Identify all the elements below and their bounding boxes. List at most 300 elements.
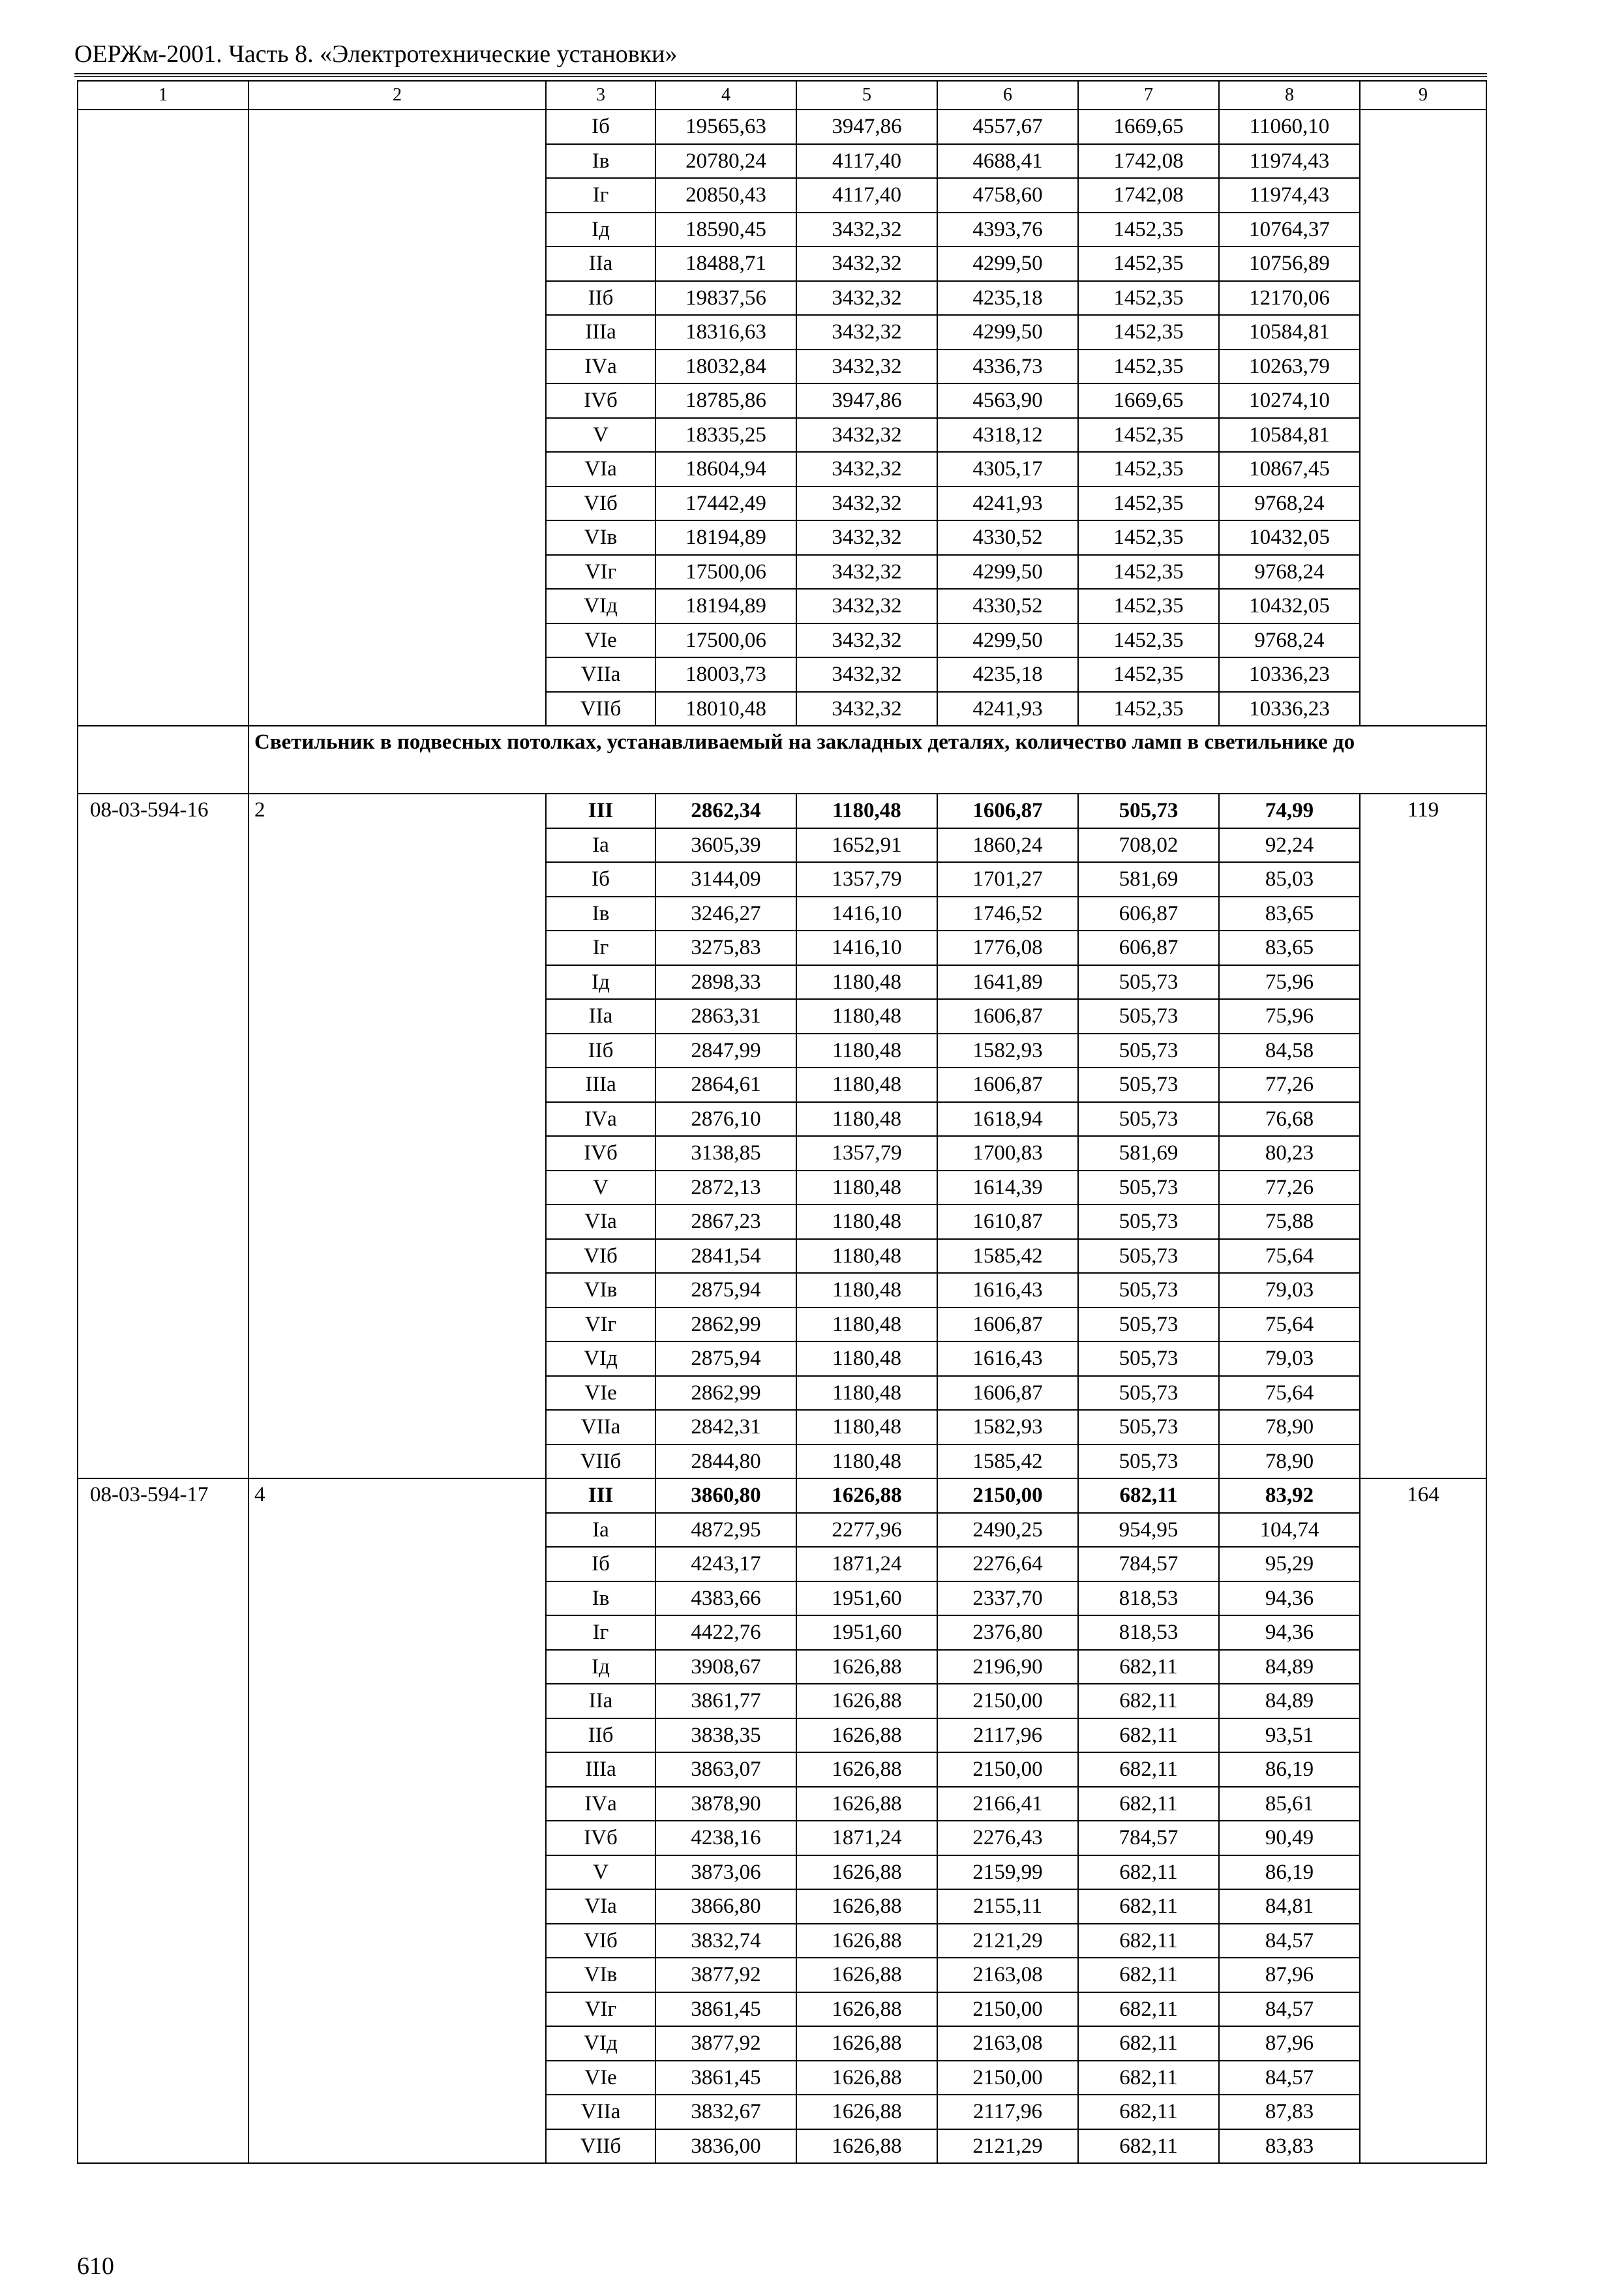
value-cell: 75,96 bbox=[1219, 999, 1360, 1034]
zone-cell: Iд bbox=[546, 213, 655, 247]
value-cell: 10432,05 bbox=[1219, 589, 1360, 623]
value-cell: 2875,94 bbox=[655, 1273, 796, 1308]
value-cell: 2150,00 bbox=[937, 1684, 1078, 1718]
value-cell: 505,73 bbox=[1078, 999, 1219, 1034]
value-cell: 505,73 bbox=[1078, 1171, 1219, 1205]
value-cell: 94,36 bbox=[1219, 1615, 1360, 1650]
value-cell: 1626,88 bbox=[796, 2061, 937, 2095]
value-cell: 1626,88 bbox=[796, 1855, 937, 1890]
col9-cell: 119 bbox=[1360, 794, 1486, 1478]
code-cell: 08-03-594-17 bbox=[78, 1478, 248, 2163]
value-cell: 682,11 bbox=[1078, 1650, 1219, 1684]
value-cell: 10432,05 bbox=[1219, 520, 1360, 555]
value-cell: 2117,96 bbox=[937, 1718, 1078, 1753]
value-cell: 1606,87 bbox=[937, 1068, 1078, 1102]
value-cell: 79,03 bbox=[1219, 1341, 1360, 1376]
value-cell: 1614,39 bbox=[937, 1171, 1078, 1205]
value-cell: 3832,74 bbox=[655, 1924, 796, 1958]
value-cell: 1669,65 bbox=[1078, 110, 1219, 144]
zone-cell: VIе bbox=[546, 2061, 655, 2095]
column-number: 7 bbox=[1078, 81, 1219, 110]
value-cell: 4235,18 bbox=[937, 281, 1078, 316]
value-cell: 1606,87 bbox=[937, 1376, 1078, 1411]
value-cell: 784,57 bbox=[1078, 1547, 1219, 1581]
value-cell: 9768,24 bbox=[1219, 623, 1360, 658]
value-cell: 4117,40 bbox=[796, 144, 937, 179]
zone-cell: Iг bbox=[546, 178, 655, 213]
value-cell: 505,73 bbox=[1078, 965, 1219, 1000]
value-cell: 3605,39 bbox=[655, 828, 796, 863]
value-cell: 954,95 bbox=[1078, 1513, 1219, 1548]
value-cell: 18335,25 bbox=[655, 418, 796, 453]
value-cell: 3144,09 bbox=[655, 862, 796, 897]
zone-cell: V bbox=[546, 1855, 655, 1890]
value-cell: 11974,43 bbox=[1219, 144, 1360, 179]
value-cell: 1585,42 bbox=[937, 1239, 1078, 1274]
value-cell: 3432,32 bbox=[796, 247, 937, 281]
value-cell: 75,96 bbox=[1219, 965, 1360, 1000]
column-number: 2 bbox=[248, 81, 546, 110]
value-cell: 11060,10 bbox=[1219, 110, 1360, 144]
value-cell: 1180,48 bbox=[796, 999, 937, 1034]
value-cell: 17500,06 bbox=[655, 623, 796, 658]
value-cell: 1582,93 bbox=[937, 1034, 1078, 1068]
value-cell: 505,73 bbox=[1078, 1376, 1219, 1411]
page-number: 610 bbox=[77, 2252, 114, 2280]
value-cell: 4299,50 bbox=[937, 247, 1078, 281]
value-cell: 1626,88 bbox=[796, 1650, 937, 1684]
value-cell: 2842,31 bbox=[655, 1410, 796, 1444]
value-cell: 1626,88 bbox=[796, 1478, 937, 1513]
value-cell: 1180,48 bbox=[796, 1102, 937, 1137]
code-cell: 08-03-594-16 bbox=[78, 794, 248, 1478]
value-cell: 2277,96 bbox=[796, 1513, 937, 1548]
value-cell: 84,57 bbox=[1219, 2061, 1360, 2095]
value-cell: 1180,48 bbox=[796, 1273, 937, 1308]
value-cell: 2862,99 bbox=[655, 1376, 796, 1411]
value-cell: 784,57 bbox=[1078, 1821, 1219, 1855]
zone-cell: VIб bbox=[546, 1924, 655, 1958]
value-cell: 83,83 bbox=[1219, 2129, 1360, 2164]
value-cell: 1669,65 bbox=[1078, 383, 1219, 418]
value-cell: 86,19 bbox=[1219, 1752, 1360, 1787]
value-cell: 1626,88 bbox=[796, 1958, 937, 1992]
value-cell: 1180,48 bbox=[796, 794, 937, 828]
zone-cell: VIIа bbox=[546, 1410, 655, 1444]
value-cell: 1452,35 bbox=[1078, 247, 1219, 281]
section-row bbox=[78, 726, 1486, 794]
col9-cell bbox=[1360, 110, 1486, 726]
value-cell: 84,58 bbox=[1219, 1034, 1360, 1068]
value-cell: 1180,48 bbox=[796, 1068, 937, 1102]
value-cell: 4241,93 bbox=[937, 486, 1078, 521]
value-cell: 3861,45 bbox=[655, 1992, 796, 2027]
value-cell: 3246,27 bbox=[655, 897, 796, 931]
zone-cell: VIг bbox=[546, 1308, 655, 1342]
value-cell: 1452,35 bbox=[1078, 657, 1219, 692]
title-rule bbox=[74, 73, 1487, 74]
value-cell: 11974,43 bbox=[1219, 178, 1360, 213]
value-cell: 3908,67 bbox=[655, 1650, 796, 1684]
value-cell: 1180,48 bbox=[796, 1308, 937, 1342]
value-cell: 95,29 bbox=[1219, 1547, 1360, 1581]
value-cell: 606,87 bbox=[1078, 897, 1219, 931]
value-cell: 10263,79 bbox=[1219, 350, 1360, 384]
value-cell: 3432,32 bbox=[796, 315, 937, 350]
value-cell: 3866,80 bbox=[655, 1889, 796, 1924]
value-cell: 1452,35 bbox=[1078, 213, 1219, 247]
value-cell: 9768,24 bbox=[1219, 486, 1360, 521]
zone-cell: VIв bbox=[546, 520, 655, 555]
value-cell: 1416,10 bbox=[796, 897, 937, 931]
value-cell: 3863,07 bbox=[655, 1752, 796, 1787]
value-cell: 17442,49 bbox=[655, 486, 796, 521]
value-cell: 18032,84 bbox=[655, 350, 796, 384]
value-cell: 2159,99 bbox=[937, 1855, 1078, 1890]
value-cell: 1452,35 bbox=[1078, 315, 1219, 350]
value-cell: 17500,06 bbox=[655, 555, 796, 590]
value-cell: 2864,61 bbox=[655, 1068, 796, 1102]
value-cell: 2337,70 bbox=[937, 1581, 1078, 1616]
value-cell: 2847,99 bbox=[655, 1034, 796, 1068]
zone-cell: IIб bbox=[546, 1718, 655, 1753]
zone-cell: IVа bbox=[546, 1787, 655, 1821]
zone-cell: VIд bbox=[546, 2026, 655, 2061]
value-cell: 84,57 bbox=[1219, 1924, 1360, 1958]
value-cell: 2166,41 bbox=[937, 1787, 1078, 1821]
value-cell: 1585,42 bbox=[937, 1444, 1078, 1479]
value-cell: 2150,00 bbox=[937, 1478, 1078, 1513]
value-cell: 90,49 bbox=[1219, 1821, 1360, 1855]
value-cell: 2163,08 bbox=[937, 2026, 1078, 2061]
value-cell: 2490,25 bbox=[937, 1513, 1078, 1548]
value-cell: 1452,35 bbox=[1078, 623, 1219, 658]
value-cell: 606,87 bbox=[1078, 931, 1219, 965]
value-cell: 3275,83 bbox=[655, 931, 796, 965]
zone-cell: VIа bbox=[546, 1889, 655, 1924]
value-cell: 1616,43 bbox=[937, 1273, 1078, 1308]
value-cell: 18194,89 bbox=[655, 520, 796, 555]
zone-cell: VIв bbox=[546, 1958, 655, 1992]
zone-cell: IIб bbox=[546, 281, 655, 316]
rates-table bbox=[77, 80, 1487, 2164]
value-cell: 4383,66 bbox=[655, 1581, 796, 1616]
zone-cell: VIб bbox=[546, 1239, 655, 1274]
section-empty-cell bbox=[78, 726, 248, 794]
table-body bbox=[78, 81, 1486, 2163]
value-cell: 18488,71 bbox=[655, 247, 796, 281]
value-cell: 84,89 bbox=[1219, 1650, 1360, 1684]
param-cell: 4 bbox=[248, 1478, 546, 2163]
value-cell: 2875,94 bbox=[655, 1341, 796, 1376]
value-cell: 2844,80 bbox=[655, 1444, 796, 1479]
value-cell: 3432,32 bbox=[796, 555, 937, 590]
zone-cell: Iа bbox=[546, 828, 655, 863]
value-cell: 2150,00 bbox=[937, 1992, 1078, 2027]
value-cell: 818,53 bbox=[1078, 1615, 1219, 1650]
value-cell: 505,73 bbox=[1078, 1239, 1219, 1274]
value-cell: 80,23 bbox=[1219, 1136, 1360, 1171]
value-cell: 1860,24 bbox=[937, 828, 1078, 863]
value-cell: 505,73 bbox=[1078, 1410, 1219, 1444]
value-cell: 2898,33 bbox=[655, 965, 796, 1000]
column-number: 3 bbox=[546, 81, 655, 110]
zone-cell: VIб bbox=[546, 486, 655, 521]
value-cell: 1357,79 bbox=[796, 1136, 937, 1171]
value-cell: 2841,54 bbox=[655, 1239, 796, 1274]
value-cell: 2117,96 bbox=[937, 2095, 1078, 2129]
value-cell: 682,11 bbox=[1078, 1787, 1219, 1821]
zone-cell: IIб bbox=[546, 1034, 655, 1068]
value-cell: 1701,27 bbox=[937, 862, 1078, 897]
zone-cell: III bbox=[546, 1478, 655, 1513]
table-row bbox=[78, 794, 1486, 828]
value-cell: 1626,88 bbox=[796, 2129, 937, 2164]
value-cell: 104,74 bbox=[1219, 1513, 1360, 1548]
value-cell: 3832,67 bbox=[655, 2095, 796, 2129]
value-cell: 2276,43 bbox=[937, 1821, 1078, 1855]
value-cell: 2121,29 bbox=[937, 2129, 1078, 2164]
value-cell: 10867,45 bbox=[1219, 452, 1360, 486]
value-cell: 10274,10 bbox=[1219, 383, 1360, 418]
value-cell: 4758,60 bbox=[937, 178, 1078, 213]
value-cell: 3861,45 bbox=[655, 2061, 796, 2095]
value-cell: 682,11 bbox=[1078, 1889, 1219, 1924]
value-cell: 682,11 bbox=[1078, 1478, 1219, 1513]
value-cell: 2862,34 bbox=[655, 794, 796, 828]
zone-cell: VIIа bbox=[546, 2095, 655, 2129]
value-cell: 2276,64 bbox=[937, 1547, 1078, 1581]
value-cell: 87,96 bbox=[1219, 1958, 1360, 1992]
value-cell: 4563,90 bbox=[937, 383, 1078, 418]
value-cell: 85,61 bbox=[1219, 1787, 1360, 1821]
value-cell: 10336,23 bbox=[1219, 657, 1360, 692]
value-cell: 2876,10 bbox=[655, 1102, 796, 1137]
value-cell: 1742,08 bbox=[1078, 178, 1219, 213]
value-cell: 3138,85 bbox=[655, 1136, 796, 1171]
value-cell: 1626,88 bbox=[796, 1889, 937, 1924]
zone-cell: IIIа bbox=[546, 1752, 655, 1787]
value-cell: 4557,67 bbox=[937, 110, 1078, 144]
value-cell: 1606,87 bbox=[937, 999, 1078, 1034]
value-cell: 3947,86 bbox=[796, 110, 937, 144]
value-cell: 1452,35 bbox=[1078, 555, 1219, 590]
value-cell: 1742,08 bbox=[1078, 144, 1219, 179]
value-cell: 84,81 bbox=[1219, 1889, 1360, 1924]
value-cell: 4238,16 bbox=[655, 1821, 796, 1855]
value-cell: 1626,88 bbox=[796, 1684, 937, 1718]
value-cell: 4235,18 bbox=[937, 657, 1078, 692]
value-cell: 1951,60 bbox=[796, 1615, 937, 1650]
value-cell: 1700,83 bbox=[937, 1136, 1078, 1171]
zone-cell: IVа bbox=[546, 350, 655, 384]
table-row bbox=[78, 110, 1486, 144]
value-cell: 1606,87 bbox=[937, 1308, 1078, 1342]
zone-cell: Iв bbox=[546, 1581, 655, 1616]
value-cell: 1776,08 bbox=[937, 931, 1078, 965]
value-cell: 682,11 bbox=[1078, 1924, 1219, 1958]
column-number: 6 bbox=[937, 81, 1078, 110]
value-cell: 3947,86 bbox=[796, 383, 937, 418]
value-cell: 1180,48 bbox=[796, 1239, 937, 1274]
value-cell: 1652,91 bbox=[796, 828, 937, 863]
value-cell: 3860,80 bbox=[655, 1478, 796, 1513]
value-cell: 84,57 bbox=[1219, 1992, 1360, 2027]
value-cell: 3432,32 bbox=[796, 350, 937, 384]
zone-cell: IIа bbox=[546, 247, 655, 281]
value-cell: 2196,90 bbox=[937, 1650, 1078, 1684]
value-cell: 85,03 bbox=[1219, 862, 1360, 897]
zone-cell: IVб bbox=[546, 1821, 655, 1855]
value-cell: 682,11 bbox=[1078, 1992, 1219, 2027]
value-cell: 3432,32 bbox=[796, 281, 937, 316]
value-cell: 4299,50 bbox=[937, 623, 1078, 658]
value-cell: 75,64 bbox=[1219, 1239, 1360, 1274]
zone-cell: IVб bbox=[546, 1136, 655, 1171]
value-cell: 505,73 bbox=[1078, 1308, 1219, 1342]
zone-cell: V bbox=[546, 1171, 655, 1205]
value-cell: 682,11 bbox=[1078, 2061, 1219, 2095]
value-cell: 1626,88 bbox=[796, 1787, 937, 1821]
value-cell: 581,69 bbox=[1078, 1136, 1219, 1171]
zone-cell: III bbox=[546, 794, 655, 828]
value-cell: 1626,88 bbox=[796, 1992, 937, 2027]
value-cell: 18316,63 bbox=[655, 315, 796, 350]
value-cell: 87,96 bbox=[1219, 2026, 1360, 2061]
param-cell bbox=[248, 110, 546, 726]
value-cell: 1626,88 bbox=[796, 1718, 937, 1753]
value-cell: 1452,35 bbox=[1078, 520, 1219, 555]
zone-cell: Iв bbox=[546, 144, 655, 179]
zone-cell: Iд bbox=[546, 1650, 655, 1684]
zone-cell: VIIб bbox=[546, 2129, 655, 2164]
document-title: ОЕРЖм-2001. Часть 8. «Электротехнические установки» bbox=[74, 40, 678, 68]
value-cell: 18003,73 bbox=[655, 657, 796, 692]
value-cell: 505,73 bbox=[1078, 1068, 1219, 1102]
value-cell: 4305,17 bbox=[937, 452, 1078, 486]
table-row bbox=[78, 1478, 1486, 1513]
zone-cell: Iг bbox=[546, 931, 655, 965]
value-cell: 83,65 bbox=[1219, 931, 1360, 965]
value-cell: 75,64 bbox=[1219, 1308, 1360, 1342]
value-cell: 10336,23 bbox=[1219, 692, 1360, 726]
value-cell: 12170,06 bbox=[1219, 281, 1360, 316]
value-cell: 4299,50 bbox=[937, 315, 1078, 350]
value-cell: 682,11 bbox=[1078, 1684, 1219, 1718]
value-cell: 94,36 bbox=[1219, 1581, 1360, 1616]
column-number: 9 bbox=[1360, 81, 1486, 110]
value-cell: 1180,48 bbox=[796, 1204, 937, 1239]
value-cell: 2376,80 bbox=[937, 1615, 1078, 1650]
value-cell: 1180,48 bbox=[796, 1410, 937, 1444]
zone-cell: VIд bbox=[546, 1341, 655, 1376]
value-cell: 3877,92 bbox=[655, 1958, 796, 1992]
column-number: 4 bbox=[655, 81, 796, 110]
value-cell: 3878,90 bbox=[655, 1787, 796, 1821]
zone-cell: VIIа bbox=[546, 657, 655, 692]
zone-cell: Iд bbox=[546, 965, 655, 1000]
value-cell: 505,73 bbox=[1078, 1444, 1219, 1479]
value-cell: 75,64 bbox=[1219, 1376, 1360, 1411]
column-number: 8 bbox=[1219, 81, 1360, 110]
value-cell: 1606,87 bbox=[937, 794, 1078, 828]
value-cell: 20780,24 bbox=[655, 144, 796, 179]
value-cell: 87,83 bbox=[1219, 2095, 1360, 2129]
value-cell: 1641,89 bbox=[937, 965, 1078, 1000]
value-cell: 4422,76 bbox=[655, 1615, 796, 1650]
value-cell: 92,24 bbox=[1219, 828, 1360, 863]
value-cell: 2121,29 bbox=[937, 1924, 1078, 1958]
value-cell: 1616,43 bbox=[937, 1341, 1078, 1376]
value-cell: 4117,40 bbox=[796, 178, 937, 213]
value-cell: 4688,41 bbox=[937, 144, 1078, 179]
param-cell: 2 bbox=[248, 794, 546, 1478]
value-cell: 10756,89 bbox=[1219, 247, 1360, 281]
value-cell: 4330,52 bbox=[937, 520, 1078, 555]
value-cell: 4336,73 bbox=[937, 350, 1078, 384]
zone-cell: IIа bbox=[546, 1684, 655, 1718]
value-cell: 1452,35 bbox=[1078, 281, 1219, 316]
value-cell: 4241,93 bbox=[937, 692, 1078, 726]
value-cell: 93,51 bbox=[1219, 1718, 1360, 1753]
value-cell: 818,53 bbox=[1078, 1581, 1219, 1616]
value-cell: 78,90 bbox=[1219, 1444, 1360, 1479]
value-cell: 581,69 bbox=[1078, 862, 1219, 897]
column-number: 5 bbox=[796, 81, 937, 110]
value-cell: 2155,11 bbox=[937, 1889, 1078, 1924]
value-cell: 1452,35 bbox=[1078, 418, 1219, 453]
value-cell: 1746,52 bbox=[937, 897, 1078, 931]
value-cell: 1626,88 bbox=[796, 1752, 937, 1787]
zone-cell: Iб bbox=[546, 1547, 655, 1581]
value-cell: 1180,48 bbox=[796, 1341, 937, 1376]
value-cell: 18785,86 bbox=[655, 383, 796, 418]
value-cell: 1357,79 bbox=[796, 862, 937, 897]
value-cell: 10584,81 bbox=[1219, 418, 1360, 453]
value-cell: 505,73 bbox=[1078, 1102, 1219, 1137]
value-cell: 84,89 bbox=[1219, 1684, 1360, 1718]
value-cell: 3432,32 bbox=[796, 520, 937, 555]
value-cell: 4318,12 bbox=[937, 418, 1078, 453]
value-cell: 1452,35 bbox=[1078, 486, 1219, 521]
value-cell: 86,19 bbox=[1219, 1855, 1360, 1890]
zone-cell: Iб bbox=[546, 110, 655, 144]
value-cell: 10764,37 bbox=[1219, 213, 1360, 247]
value-cell: 18604,94 bbox=[655, 452, 796, 486]
value-cell: 2150,00 bbox=[937, 1752, 1078, 1787]
value-cell: 76,68 bbox=[1219, 1102, 1360, 1137]
value-cell: 682,11 bbox=[1078, 1855, 1219, 1890]
value-cell: 1951,60 bbox=[796, 1581, 937, 1616]
value-cell: 83,65 bbox=[1219, 897, 1360, 931]
value-cell: 2872,13 bbox=[655, 1171, 796, 1205]
zone-cell: VIг bbox=[546, 1992, 655, 2027]
zone-cell: IIIа bbox=[546, 315, 655, 350]
value-cell: 4393,76 bbox=[937, 213, 1078, 247]
value-cell: 3432,32 bbox=[796, 452, 937, 486]
zone-cell: IVб bbox=[546, 383, 655, 418]
value-cell: 3432,32 bbox=[796, 692, 937, 726]
value-cell: 505,73 bbox=[1078, 1034, 1219, 1068]
value-cell: 3877,92 bbox=[655, 2026, 796, 2061]
value-cell: 74,99 bbox=[1219, 794, 1360, 828]
value-cell: 1180,48 bbox=[796, 1376, 937, 1411]
value-cell: 1180,48 bbox=[796, 965, 937, 1000]
value-cell: 3432,32 bbox=[796, 589, 937, 623]
value-cell: 2862,99 bbox=[655, 1308, 796, 1342]
value-cell: 3836,00 bbox=[655, 2129, 796, 2164]
value-cell: 3432,32 bbox=[796, 486, 937, 521]
